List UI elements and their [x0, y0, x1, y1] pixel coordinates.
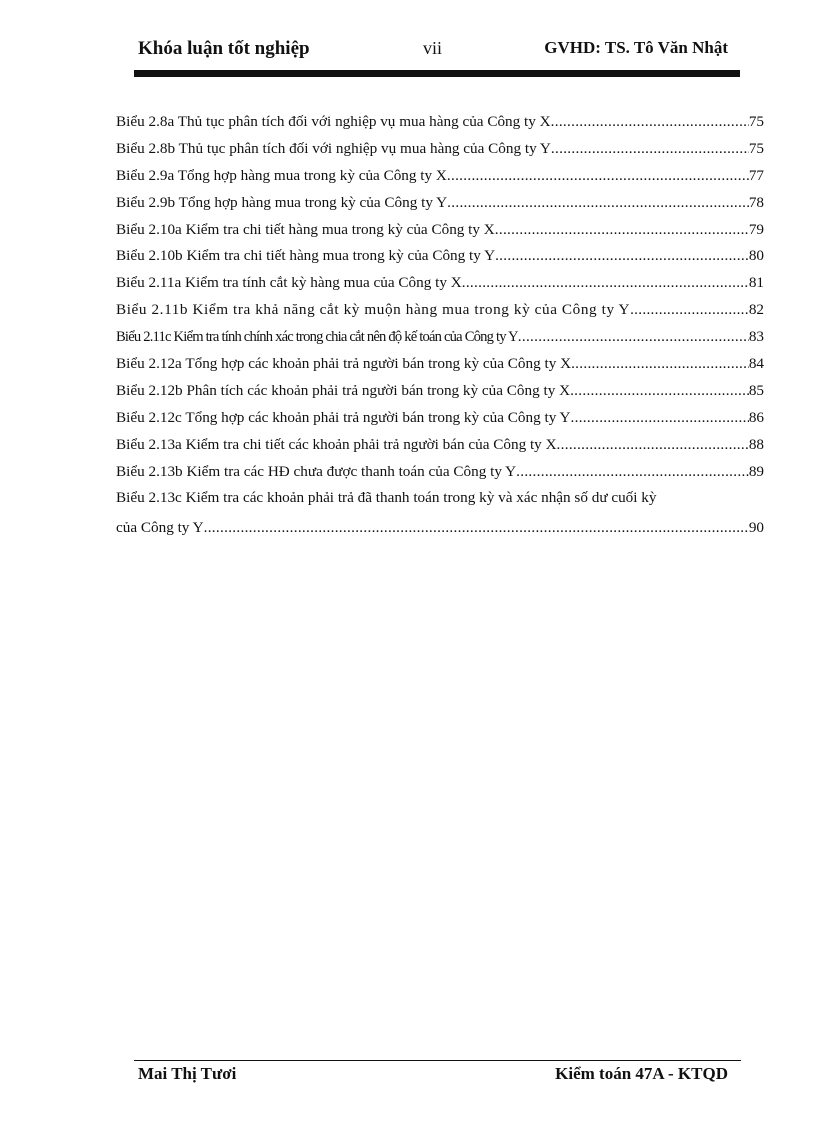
toc-entry-title: Biểu 2.11b Kiểm tra khả năng cắt kỳ muộn hàng mua trong kỳ của Công ty Y	[116, 301, 631, 319]
toc-dot-leader	[551, 140, 749, 158]
toc-entry-page: 80	[748, 247, 764, 265]
toc-entry[interactable]	[116, 436, 764, 463]
toc-dot-leader	[447, 194, 749, 212]
toc-entry[interactable]	[116, 355, 764, 382]
toc-entry-title: Biểu 2.10a Kiểm tra chi tiết hàng mua trong kỳ của Công ty X	[116, 220, 495, 238]
toc-entry-title: Biểu 2.13a Kiểm tra chi tiết các khoản phải trả người bán của Công ty X	[116, 435, 557, 453]
toc-entry-title: Biểu 2.12a Tổng hợp các khoản phải trả người bán trong kỳ của Công ty X	[116, 355, 572, 373]
toc-entry-page: 77	[748, 166, 764, 184]
toc-entry[interactable]	[116, 274, 764, 301]
toc-dot-leader	[495, 247, 749, 265]
toc-entry-title: Biểu 2.10b Kiểm tra chi tiết hàng mua trong kỳ của Công ty Y	[116, 247, 496, 265]
toc-entry[interactable]	[116, 247, 764, 274]
toc-entry-title: Biểu 2.11a Kiểm tra tính cắt kỳ hàng mua của Công ty X	[116, 274, 462, 292]
toc-entry-page: 90	[748, 519, 764, 537]
toc-dot-leader	[551, 113, 749, 131]
toc-dot-leader	[204, 519, 749, 537]
toc-entry[interactable]	[116, 194, 764, 221]
toc-entry[interactable]	[116, 301, 764, 328]
toc-entry-page: 86	[748, 408, 764, 426]
toc-entry-page: 84	[748, 355, 764, 373]
toc-entry-page: 83	[748, 328, 764, 346]
toc-dot-leader	[518, 328, 749, 346]
toc-entry-title: Biểu 2.8a Thủ tục phân tích đối với nghiệp vụ mua hàng của Công ty X	[116, 113, 551, 130]
toc-entry-page: 88	[748, 435, 764, 453]
toc-entry-title: Biểu 2.12c Tổng hợp các khoản phải trả người bán trong kỳ của Công ty Y	[116, 408, 571, 426]
toc-dot-leader	[516, 463, 749, 481]
toc-entry[interactable]	[116, 221, 764, 248]
toc-entry[interactable]	[116, 167, 764, 194]
toc-entry-title: Biểu 2.8b Thủ tục phân tích đối với nghiệp vụ mua hàng của Công ty Y	[116, 139, 551, 157]
toc-entry-page: 75	[748, 139, 764, 157]
toc-entry[interactable]	[116, 409, 764, 436]
toc-dot-leader	[570, 382, 749, 400]
toc-entry-multiline[interactable]	[116, 489, 764, 546]
toc-entry-page: 75	[748, 113, 764, 130]
toc-entry-title: Biểu 2.13b Kiểm tra các HĐ chưa được thanh toán của Công ty Y	[116, 462, 517, 480]
toc-dot-leader	[495, 221, 749, 239]
toc-entry-page: 81	[748, 274, 764, 292]
toc-entry-page: 82	[748, 301, 764, 319]
toc-dot-leader	[462, 274, 749, 292]
toc-entry-title: Biểu 2.11c Kiểm tra tính chính xác trong chia cắt nên độ kế toán của Công ty Y	[116, 329, 518, 346]
toc-entry-page: 89	[748, 462, 764, 480]
toc-dot-leader	[557, 436, 749, 454]
toc-entry[interactable]	[116, 113, 764, 140]
advisor-name: GVHD: TS. Tô Văn Nhật	[544, 38, 728, 57]
class-name: Kiểm toán 47A - KTQD	[555, 1064, 728, 1083]
toc-dot-leader	[571, 355, 749, 373]
toc-entry[interactable]	[116, 140, 764, 167]
footer-rule	[134, 1060, 741, 1061]
toc-entry-title-line1: Biểu 2.13c Kiểm tra các khoản phải trả đã thanh toán trong kỳ và xác nhận số dư cuối kỳ	[116, 489, 657, 507]
toc-entry-page: 78	[748, 193, 764, 211]
document-title: Khóa luận tốt nghiệp	[138, 38, 310, 59]
toc-entry[interactable]	[116, 328, 764, 355]
toc-entry[interactable]	[116, 382, 764, 409]
toc-dot-leader	[571, 409, 749, 427]
toc-dot-leader	[630, 301, 749, 319]
toc-entry-page: 85	[748, 381, 764, 399]
table-of-contents	[116, 113, 764, 546]
author-name: Mai Thị Tươi	[138, 1064, 237, 1083]
page-footer	[138, 1064, 728, 1088]
header-rule	[134, 70, 740, 77]
toc-entry-title: Biểu 2.9a Tổng hợp hàng mua trong kỳ của Công ty X	[116, 166, 447, 184]
page-number: vii	[423, 38, 443, 58]
toc-entry-title-line2: của Công ty Y	[116, 519, 204, 537]
toc-dot-leader	[447, 167, 749, 185]
page-header	[138, 38, 728, 66]
toc-entry-title: Biểu 2.9b Tổng hợp hàng mua trong kỳ của Công ty Y	[116, 193, 448, 211]
toc-entry-title: Biểu 2.12b Phân tích các khoản phải trả người bán trong kỳ của Công ty X	[116, 381, 571, 399]
toc-entry-page: 79	[748, 220, 764, 238]
toc-entry[interactable]	[116, 463, 764, 490]
